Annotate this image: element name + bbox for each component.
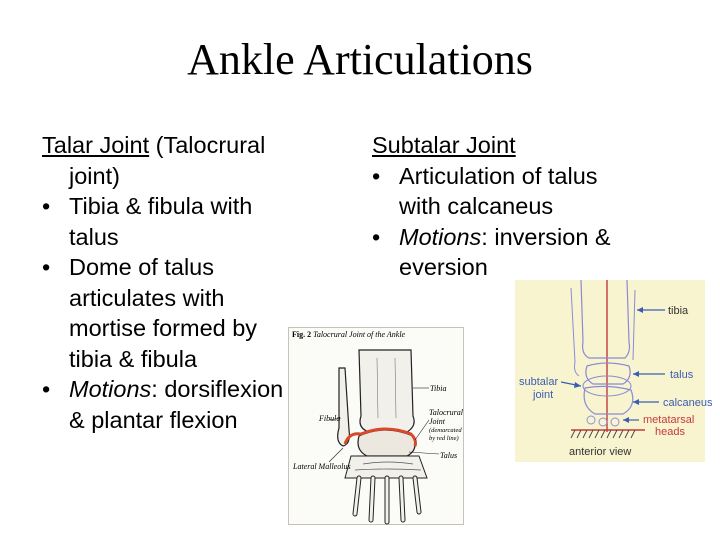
left-bullet-1 <box>42 191 342 252</box>
bullet-marker: • <box>42 254 51 280</box>
label-talocrural-3: (demarcated <box>429 427 462 434</box>
bullet-marker: • <box>372 162 381 189</box>
bullet-line <box>399 222 702 253</box>
bullet-line: eversion <box>399 254 488 280</box>
label-fibula: Fibula <box>319 414 341 423</box>
bullet-line: & plantar flexion <box>69 406 238 433</box>
motions-text: : inversion & <box>481 223 611 250</box>
subtalar-joint-figure <box>515 280 713 462</box>
bullet-line: Dome of talus <box>69 254 214 280</box>
talar-joint-heading-underlined: Talar Joint <box>42 132 150 158</box>
bullet-marker: • <box>42 193 51 219</box>
motions-italic: Motions <box>69 376 152 402</box>
right-column <box>372 130 702 283</box>
label-metatarsal: metatarsal <box>643 414 695 426</box>
motions-italic: Motions <box>399 223 482 250</box>
bullet-line: tibia & fibula <box>69 345 198 372</box>
label-tibia: tibia <box>668 305 689 317</box>
label-lateral-malleolus: Lateral Malleolus <box>293 462 351 471</box>
bullet-line: with calcaneus <box>399 193 554 219</box>
bullet-line: mortise formed by <box>69 315 258 341</box>
label-tibia: Tibia <box>430 384 447 393</box>
subtalar-joint-heading <box>372 130 702 161</box>
label-talocrural-4: by red line) <box>429 435 459 442</box>
label-talus: Talus <box>440 451 458 460</box>
motions-text: : dorsiflexion <box>151 376 284 402</box>
figure-caption-text: Talocrural Joint of the Ankle <box>313 330 406 339</box>
talar-joint-heading <box>42 130 342 161</box>
bullet-line: articulates with <box>69 284 225 311</box>
label-metatarsal-heads: heads <box>655 426 685 438</box>
bullet-line: Tibia & fibula with <box>69 193 253 219</box>
label-talocrural-1: Talocrural <box>429 408 463 417</box>
figure-number: Fig. 2 <box>292 330 312 339</box>
label-talocrural-2: Joint <box>429 417 445 426</box>
bullet-line: Articulation of talus <box>399 162 598 189</box>
figure-caption <box>292 330 405 339</box>
bullet-marker: • <box>372 223 381 250</box>
label-subtalar-2: joint <box>533 389 554 401</box>
label-talus: talus <box>670 369 694 381</box>
right-bullet-2 <box>372 222 702 283</box>
talar-joint-heading-rest: (Talocrural <box>149 132 266 158</box>
slide-title: Ankle Articulations <box>187 35 533 84</box>
talar-joint-heading-cont: joint) <box>69 162 120 189</box>
talocrural-joint-figure <box>288 327 464 525</box>
subtalar-joint-heading-underlined: Subtalar Joint <box>372 132 516 158</box>
label-calcaneus: calcaneus <box>663 397 713 409</box>
right-bullet-1 <box>372 161 702 222</box>
label-subtalar-1: subtalar <box>519 376 559 388</box>
label-anterior-view: anterior view <box>569 446 632 458</box>
bullet-marker: • <box>42 376 51 402</box>
bullet-line: talus <box>69 223 119 250</box>
